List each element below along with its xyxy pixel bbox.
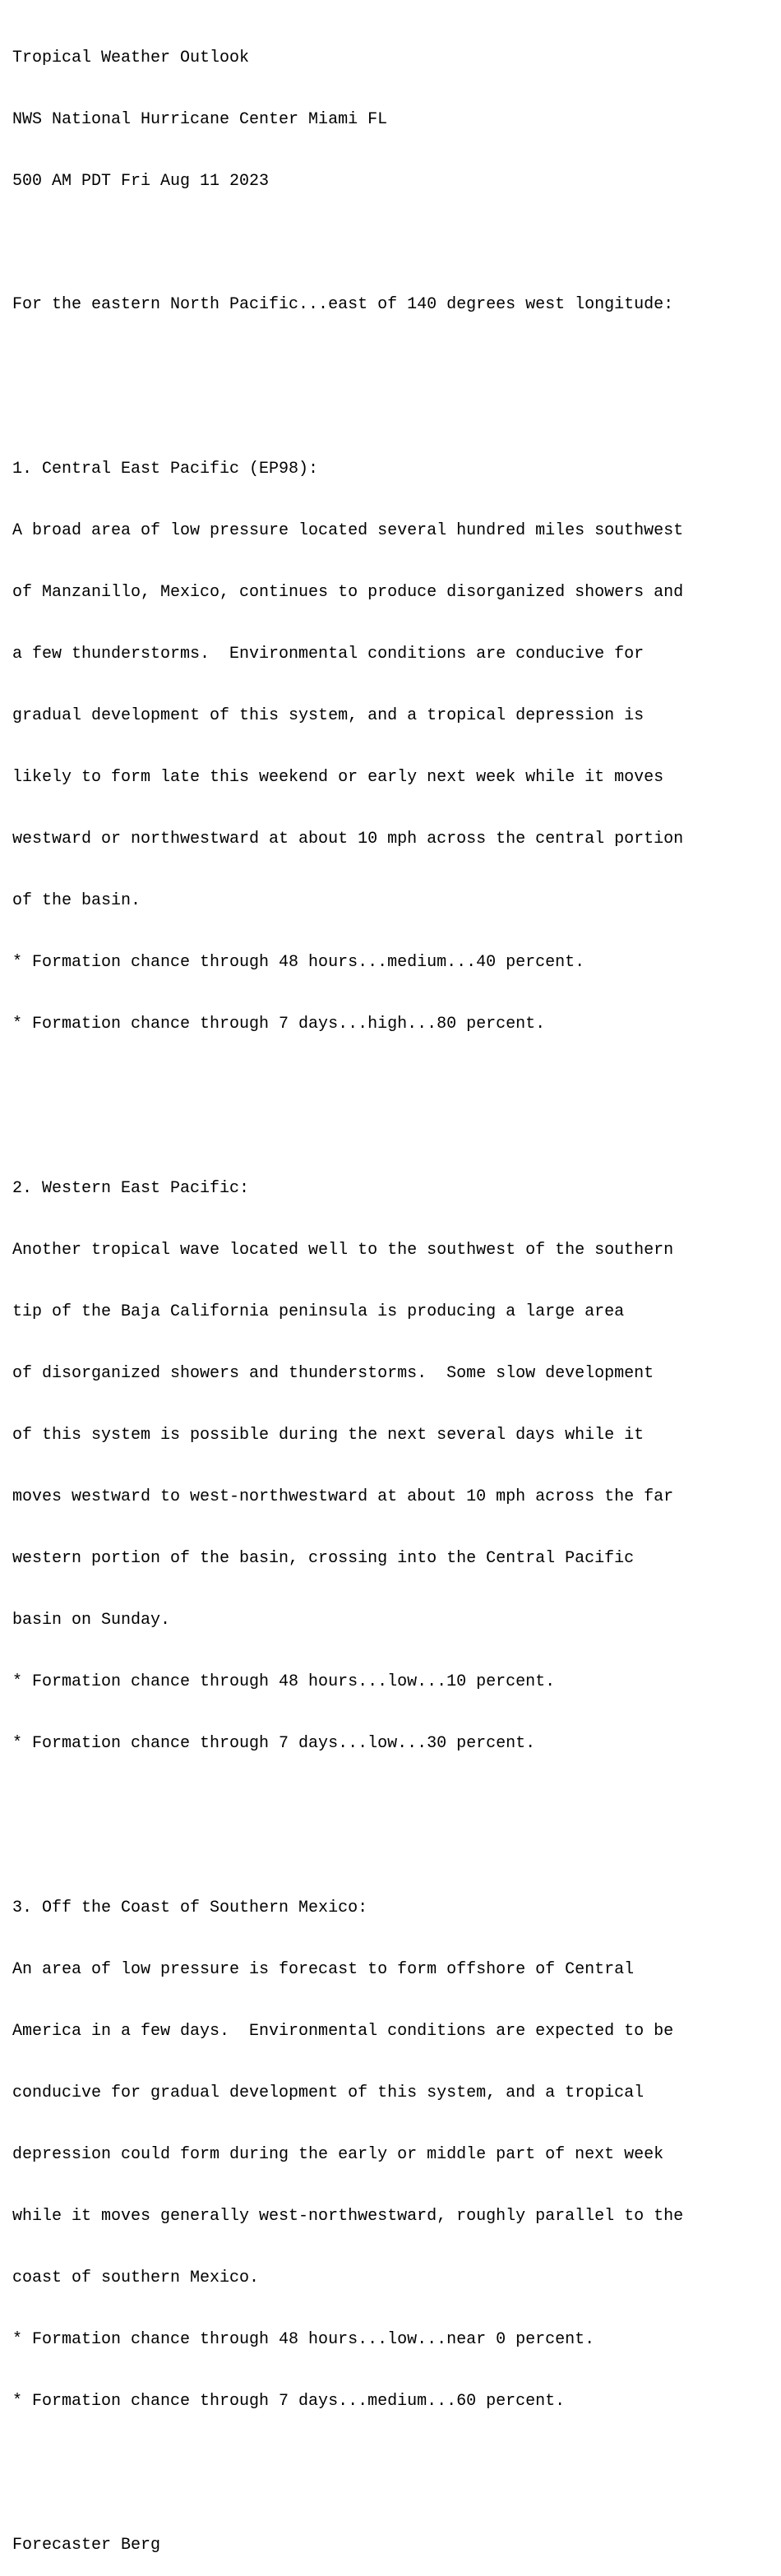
issuing-office: NWS National Hurricane Center Miami FL [12, 110, 388, 129]
system-1-chance-7d: * Formation chance through 7 days...high...80 percent. [12, 1015, 546, 1034]
system-3-chance-7d: * Formation chance through 7 days...medium...60 percent. [12, 2392, 566, 2411]
system-3-chance-48h: * Formation chance through 48 hours...low...near 0 percent. [12, 2330, 595, 2349]
system-3-body-line: An area of low pressure is forecast to form offshore of Central [12, 1960, 635, 1979]
system-2-chance-7d: * Formation chance through 7 days...low...30 percent. [12, 1734, 536, 1753]
blank-line [12, 1075, 683, 1096]
system-1-body-line: of Manzanillo, Mexico, continues to produce disorganized showers and [12, 583, 684, 602]
outlook-title: Tropical Weather Outlook [12, 49, 250, 67]
system-1-heading: 1. Central East Pacific (EP98): [12, 460, 319, 479]
system-3-body-line: coast of southern Mexico. [12, 2268, 260, 2287]
system-2-body-line: basin on Sunday. [12, 1611, 171, 1630]
system-1-body-line: westward or northwestward at about 10 mph across the central portion [12, 830, 684, 849]
system-2-body-line: of disorganized showers and thunderstorms. Some slow development [12, 1364, 654, 1383]
system-3-heading: 3. Off the Coast of Southern Mexico: [12, 1898, 368, 1917]
blank-line [12, 356, 683, 377]
system-2-body-line: Another tropical wave located well to the southwest of the southern [12, 1241, 674, 1260]
system-3-body-line: conducive for gradual development of this system, and a tropical [12, 2083, 645, 2102]
system-3-body-line: while it moves generally west-northwestward, roughly parallel to the [12, 2207, 684, 2226]
forecaster-signoff: Forecaster Berg [12, 2536, 161, 2555]
system-2-body-line: moves westward to west-northwestward at about 10 mph across the far [12, 1487, 674, 1506]
system-1-body-line: of the basin. [12, 891, 141, 910]
system-1-body-line: likely to form late this weekend or early next week while it moves [12, 768, 664, 787]
system-1-body-line: A broad area of low pressure located several hundred miles southwest [12, 521, 684, 540]
system-2-body-line: western portion of the basin, crossing into the Central Pacific [12, 1549, 635, 1568]
blank-line [12, 2453, 683, 2473]
tropical-weather-outlook-text [12, 7, 683, 2576]
issue-time: 500 AM PDT Fri Aug 11 2023 [12, 172, 270, 191]
system-2-chance-48h: * Formation chance through 48 hours...low...10 percent. [12, 1672, 556, 1691]
system-3-body-line: America in a few days. Environmental conditions are expected to be [12, 2022, 674, 2041]
system-1-body-line: a few thunderstorms. Environmental conditions are conducive for [12, 645, 645, 664]
region-intro: For the eastern North Pacific...east of 140 degrees west longitude: [12, 295, 674, 314]
system-2-body-line: of this system is possible during the next several days while it [12, 1426, 645, 1445]
system-2-body-line: tip of the Baja California peninsula is producing a large area [12, 1302, 625, 1321]
system-1-body-line: gradual development of this system, and a tropical depression is [12, 706, 645, 725]
system-3-body-line: depression could form during the early or middle part of next week [12, 2145, 664, 2164]
system-1-chance-48h: * Formation chance through 48 hours...medium...40 percent. [12, 953, 585, 972]
system-2-heading: 2. Western East Pacific: [12, 1179, 250, 1198]
blank-line [12, 233, 683, 253]
blank-line [12, 1795, 683, 1815]
